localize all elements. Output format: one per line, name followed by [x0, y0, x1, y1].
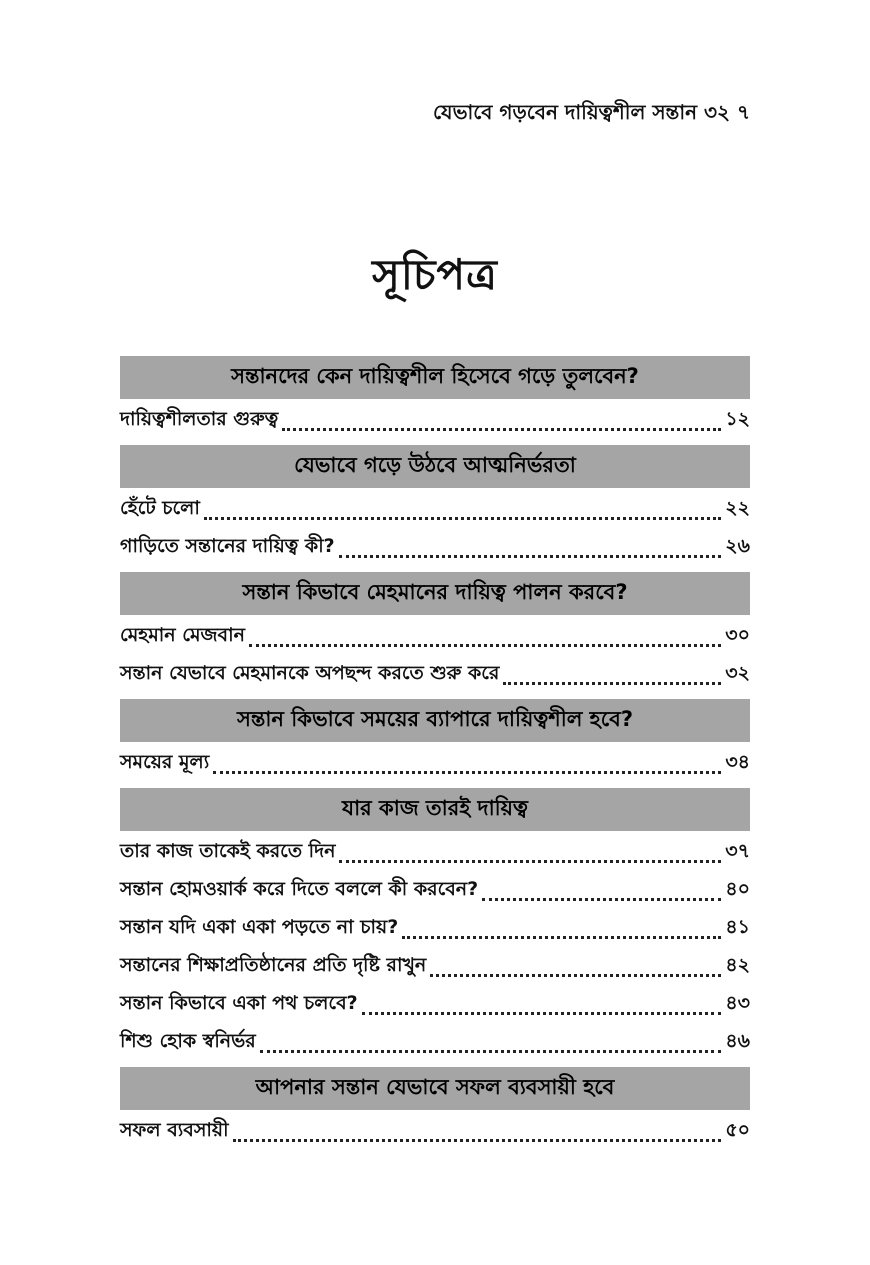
dot-leader	[402, 936, 721, 939]
toc-section	[120, 572, 750, 691]
entry-title: হেঁটে চলো	[120, 497, 200, 519]
entry-page-number: ৩৪	[725, 751, 750, 773]
entry-title: সন্তান হোমওয়ার্ক করে দিতে বললে কী করবেন?	[120, 878, 479, 900]
entry-title: তার কাজ তাকেই করতে দিন	[120, 840, 336, 862]
dot-leader	[430, 974, 721, 977]
dot-leader	[249, 644, 721, 647]
entry-page-number: ২৬	[725, 535, 750, 557]
section-heading: যেভাবে গড়ে উঠবে আত্মনির্ভরতা	[120, 445, 750, 488]
entry-title: মেহমান মেজবান	[120, 624, 245, 646]
section-heading: আপনার সন্তান যেভাবে সফল ব্যবসায়ী হবে	[120, 1067, 750, 1110]
entry-title: সময়ের মূল্য	[120, 751, 210, 773]
entry-page-number: ৪০	[725, 878, 750, 900]
toc-entry[interactable]	[120, 831, 750, 869]
toc-section	[120, 356, 750, 437]
toc-entry[interactable]	[120, 869, 750, 907]
toc-entry[interactable]	[120, 653, 750, 691]
toc-entry[interactable]	[120, 907, 750, 945]
page-title: সূচিপত্র	[372, 250, 498, 299]
section-heading: সন্তানদের কেন দায়িত্বশীল হিসেবে গড়ে তুলবেন?	[120, 356, 750, 399]
dot-leader	[204, 517, 721, 520]
dot-leader	[339, 555, 722, 558]
entry-title: সন্তান কিভাবে একা পথ চলবে?	[120, 992, 358, 1014]
entry-page-number: ৫০	[725, 1119, 750, 1141]
entry-title: গাড়িতে সন্তানের দায়িত্ব কী?	[120, 535, 335, 557]
dot-leader	[339, 860, 721, 863]
entry-page-number: ১২	[725, 408, 750, 430]
toc-section	[120, 1067, 750, 1148]
entry-page-number: ৩৭	[725, 840, 750, 862]
entry-title: সন্তান যেভাবে মেহমানকে অপছন্দ করতে শুরু করে	[120, 662, 500, 684]
dot-leader	[260, 1050, 722, 1053]
entry-page-number: ৪২	[725, 954, 750, 976]
toc-section	[120, 445, 750, 564]
entry-page-number: ৪৬	[725, 1030, 750, 1052]
dot-leader	[503, 682, 721, 685]
section-heading: সন্তান কিভাবে মেহমানের দায়িত্ব পালন করবে?	[120, 572, 750, 615]
entry-title: শিশু হোক স্বনির্ভর	[120, 1030, 256, 1052]
table-of-contents	[120, 356, 750, 1156]
entry-title: সন্তান যদি একা একা পড়তে না চায়?	[120, 916, 399, 938]
toc-section	[120, 699, 750, 780]
entry-page-number: ৩২	[725, 662, 750, 684]
dot-leader	[482, 898, 721, 901]
toc-entry[interactable]	[120, 945, 750, 983]
toc-entry[interactable]	[120, 399, 750, 437]
entry-page-number: ৩০	[725, 624, 750, 646]
entry-page-number: ২২	[725, 497, 750, 519]
toc-entry[interactable]	[120, 526, 750, 564]
toc-entry[interactable]	[120, 488, 750, 526]
entry-page-number: ৪৩	[725, 992, 750, 1014]
toc-entry[interactable]	[120, 1110, 750, 1148]
section-heading: সন্তান কিভাবে সময়ের ব্যাপারে দায়িত্বশীল হবে?	[120, 699, 750, 742]
toc-entry[interactable]	[120, 983, 750, 1021]
section-heading: যার কাজ তারই দায়িত্ব	[120, 788, 750, 831]
dot-leader	[233, 1139, 722, 1142]
toc-entry[interactable]	[120, 1021, 750, 1059]
toc-entry[interactable]	[120, 615, 750, 653]
entry-page-number: ৪১	[725, 916, 750, 938]
dot-leader	[282, 428, 721, 431]
entry-title: সফল ব্যবসায়ী	[120, 1119, 229, 1141]
toc-section	[120, 788, 750, 1059]
dot-leader	[362, 1012, 722, 1015]
entry-title: সন্তানের শিক্ষাপ্রতিষ্ঠানের প্রতি দৃষ্টি রাখুন	[120, 954, 427, 976]
entry-title: দায়িত্বশীলতার গুরুত্ব	[120, 408, 279, 430]
toc-entry[interactable]	[120, 742, 750, 780]
dot-leader	[213, 771, 721, 774]
running-header: যেভাবে গড়বেন দায়িত্বশীল সন্তান ৩২ ৭	[432, 100, 750, 124]
